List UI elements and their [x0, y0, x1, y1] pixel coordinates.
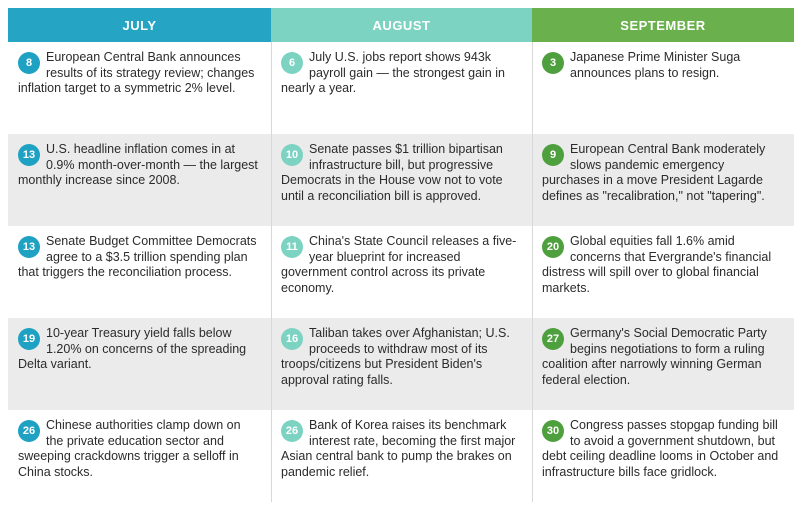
event-cell-july [8, 410, 271, 502]
event-cell-july [8, 226, 271, 318]
event-text: Congress passes stopgap funding bill to avoid a government shutdown, but debt ceiling deadline looms in October and infrastructure bills face gridlock. [542, 418, 779, 479]
timeline-grid [8, 42, 794, 502]
event-text: Global equities fall 1.6% amid concerns that Evergrande's financial distress will spill over to global financial markets. [542, 234, 772, 295]
date-badge: 6 [281, 52, 303, 74]
event-text: Taliban takes over Afghanistan; U.S. proceeds to withdraw most of its troops/citizens but President Biden's approval rating falls. [281, 326, 510, 387]
timeline-row [8, 410, 794, 502]
date-badge: 20 [542, 236, 564, 258]
event-text: Japanese Prime Minister Suga announces plans to resign. [570, 50, 741, 80]
date-badge: 13 [18, 144, 40, 166]
event-cell-august [271, 318, 532, 410]
timeline-row [8, 226, 794, 318]
date-badge: 26 [281, 420, 303, 442]
column-divider [532, 42, 533, 502]
event-cell-august [271, 134, 532, 226]
date-badge: 11 [281, 236, 303, 258]
event-text: U.S. headline inflation comes in at 0.9% month-over-month — the largest monthly increase since 2008. [18, 142, 258, 187]
event-cell-august [271, 226, 532, 318]
timeline-row [8, 318, 794, 410]
timeline-row [8, 134, 794, 226]
date-badge: 19 [18, 328, 40, 350]
event-text: Bank of Korea raises its benchmark interest rate, becoming the first major Asian central bank to pump the brakes on pandemic relief. [281, 418, 516, 479]
month-header-august: AUGUST [271, 8, 532, 42]
event-text: Senate Budget Committee Democrats agree to a $3.5 trillion spending plan that triggers the reconciliation process. [18, 234, 257, 279]
date-badge: 16 [281, 328, 303, 350]
event-text: Senate passes $1 trillion bipartisan infrastructure bill, but progressive Democrats in the House vow not to vote until a reconciliation bill is approved. [281, 142, 503, 203]
timeline-row [8, 42, 794, 134]
column-divider [271, 42, 272, 502]
event-cell-september [532, 318, 794, 410]
event-cell-september [532, 134, 794, 226]
event-text: July U.S. jobs report shows 943k payroll gain — the strongest gain in nearly a year. [281, 50, 505, 95]
event-cell-july [8, 42, 271, 134]
event-text: Chinese authorities clamp down on the private education sector and sweeping crackdowns trigger a selloff in China stocks. [18, 418, 241, 479]
date-badge: 9 [542, 144, 564, 166]
event-cell-september [532, 42, 794, 134]
event-text: 10-year Treasury yield falls below 1.20% on concerns of the spreading Delta variant. [18, 326, 247, 371]
event-text: European Central Bank announces results of its strategy review; changes inflation target to a symmetric 2% level. [18, 50, 255, 95]
month-header-row [8, 8, 794, 42]
event-cell-september [532, 410, 794, 502]
event-cell-september [532, 226, 794, 318]
date-badge: 30 [542, 420, 564, 442]
event-text: China's State Council releases a five-year blueprint for increased government control across its private economy. [281, 234, 517, 295]
date-badge: 26 [18, 420, 40, 442]
event-cell-july [8, 134, 271, 226]
date-badge: 13 [18, 236, 40, 258]
event-cell-august [271, 410, 532, 502]
date-badge: 27 [542, 328, 564, 350]
event-text: Germany's Social Democratic Party begins negotiations to form a ruling coalition after narrowly winning German federal election. [542, 326, 767, 387]
event-text: European Central Bank moderately slows pandemic emergency purchases in a move President Lagarde defines as "recalibration," not "tapering". [542, 142, 766, 203]
date-badge: 8 [18, 52, 40, 74]
month-header-september: SEPTEMBER [532, 8, 794, 42]
date-badge: 10 [281, 144, 303, 166]
event-cell-august [271, 42, 532, 134]
date-badge: 3 [542, 52, 564, 74]
event-cell-july [8, 318, 271, 410]
month-header-july: JULY [8, 8, 271, 42]
